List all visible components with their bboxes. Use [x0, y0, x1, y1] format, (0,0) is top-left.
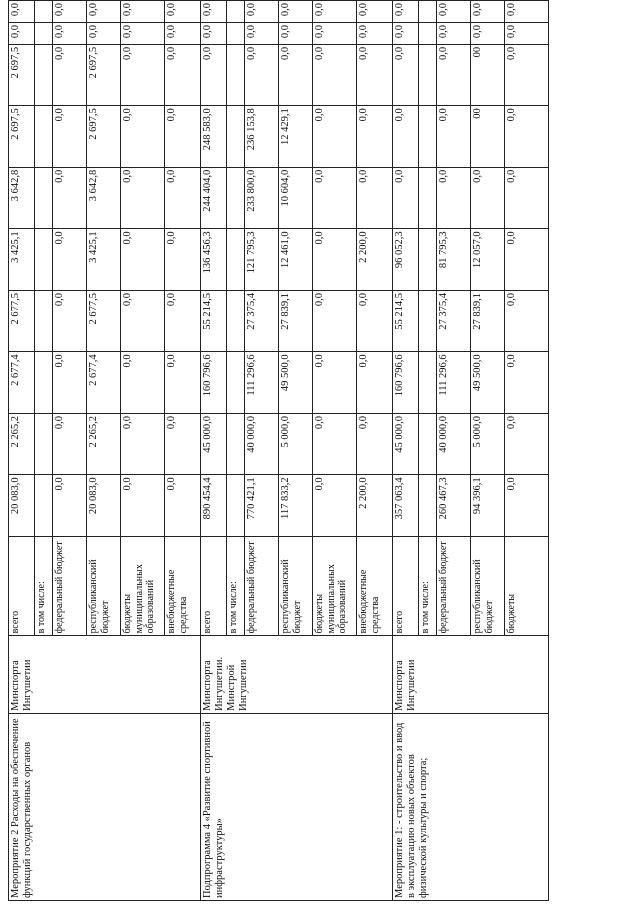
amount-cell [35, 44, 53, 105]
amount-cell: 2 697,5 [9, 106, 35, 168]
amount-cell: 0,0 [393, 106, 419, 168]
amount-cell: 0,0 [393, 1, 419, 23]
table-row [201, 1, 227, 901]
amount-cell: 111 296,6 [245, 352, 279, 414]
amount-cell: 3 425,1 [87, 229, 121, 291]
amount-cell [35, 1, 53, 23]
amount-cell [419, 44, 437, 105]
funding-source-label: в том числе: [35, 536, 53, 635]
amount-cell: 2 697,5 [87, 44, 121, 105]
amount-cell: 117 833,2 [279, 475, 313, 537]
funding-table [8, 0, 549, 901]
amount-cell: 0,0 [313, 1, 357, 23]
funding-source-label: внебюджетные средства [165, 536, 201, 635]
funding-source-label: республиканский бюджет [471, 536, 505, 635]
amount-cell [419, 352, 437, 414]
amount-cell: 96 052,3 [393, 229, 419, 291]
amount-cell: 0,0 [121, 413, 165, 474]
amount-cell: 111 296,6 [437, 352, 471, 414]
funding-source-label: внебюджетные средства [357, 536, 393, 635]
amount-cell: 40 000,0 [437, 413, 471, 474]
amount-cell: 81 795,3 [437, 229, 471, 291]
amount-cell [35, 106, 53, 168]
amount-cell: 27 375,4 [437, 290, 471, 351]
amount-cell: 27 839,1 [471, 290, 505, 351]
amount-cell: 248 583,0 [201, 106, 227, 168]
amount-cell: 0,0 [121, 475, 165, 537]
amount-cell: 0,0 [165, 106, 201, 168]
amount-cell: 0,0 [357, 413, 393, 474]
amount-cell: 0,0 [471, 167, 505, 229]
amount-cell: 0,0 [357, 290, 393, 351]
amount-cell: 0,0 [165, 23, 201, 45]
amount-cell: 0,0 [165, 413, 201, 474]
funding-source-label: всего [9, 536, 35, 635]
amount-cell: 0,0 [505, 44, 549, 105]
amount-cell: 55 214,5 [393, 290, 419, 351]
amount-cell: 121 795,3 [245, 229, 279, 291]
amount-cell: 160 796,6 [201, 352, 227, 414]
amount-cell: 0,0 [437, 167, 471, 229]
amount-cell: 0,0 [53, 1, 87, 23]
funding-source-label: всего [201, 536, 227, 635]
amount-cell: 0,0 [165, 290, 201, 351]
amount-cell [35, 290, 53, 351]
amount-cell: 0,0 [313, 290, 357, 351]
amount-cell: 0,0 [9, 1, 35, 23]
amount-cell [419, 167, 437, 229]
amount-cell [419, 23, 437, 45]
table-body [9, 1, 549, 901]
amount-cell: 0,0 [313, 475, 357, 537]
amount-cell: 3 642,8 [87, 167, 121, 229]
amount-cell: 0,0 [437, 106, 471, 168]
amount-cell: 0,0 [505, 352, 549, 414]
amount-cell: 770 421,1 [245, 475, 279, 537]
amount-cell [419, 475, 437, 537]
funding-source-label: в том числе: [419, 536, 437, 635]
amount-cell: 0,0 [87, 1, 121, 23]
amount-cell: 0,0 [313, 413, 357, 474]
amount-cell: 0,0 [437, 23, 471, 45]
amount-cell: 0,0 [471, 1, 505, 23]
amount-cell: 0,0 [505, 475, 549, 537]
amount-cell: 260 467,3 [437, 475, 471, 537]
amount-cell: 3 425,1 [9, 229, 35, 291]
amount-cell: 40 000,0 [245, 413, 279, 474]
amount-cell [227, 44, 245, 105]
amount-cell: 0,0 [505, 167, 549, 229]
funding-source-label: бюджеты муниципальных образований [121, 536, 165, 635]
amount-cell: 0,0 [471, 23, 505, 45]
amount-cell: 10 604,0 [279, 167, 313, 229]
amount-cell: 2 677,4 [9, 352, 35, 414]
amount-cell [227, 413, 245, 474]
amount-cell [419, 1, 437, 23]
amount-cell: 2 677,5 [9, 290, 35, 351]
amount-cell: 0,0 [9, 23, 35, 45]
amount-cell [419, 413, 437, 474]
amount-cell: 0,0 [505, 290, 549, 351]
amount-cell: 2 200,0 [357, 475, 393, 537]
responsible-executor: Минспорта Ингушетии [9, 636, 201, 713]
table-row [393, 1, 419, 901]
amount-cell: 0,0 [53, 413, 87, 474]
amount-cell: 49 500,0 [471, 352, 505, 414]
funding-source-label: в том числе: [227, 536, 245, 635]
amount-cell: 0,0 [357, 167, 393, 229]
amount-cell: 0,0 [313, 229, 357, 291]
amount-cell: 0,0 [53, 167, 87, 229]
amount-cell: 0,0 [121, 229, 165, 291]
funding-source-label: бюджеты [505, 536, 549, 635]
amount-cell: 0,0 [313, 106, 357, 168]
amount-cell: 0,0 [357, 1, 393, 23]
amount-cell: 12 429,1 [279, 106, 313, 168]
amount-cell: 0,0 [393, 167, 419, 229]
amount-cell: 20 083,0 [9, 475, 35, 537]
amount-cell: 0,0 [121, 352, 165, 414]
amount-cell: 0,0 [437, 44, 471, 105]
amount-cell: 0,0 [393, 44, 419, 105]
amount-cell [419, 290, 437, 351]
amount-cell: 0,0 [201, 1, 227, 23]
amount-cell: 2 677,4 [87, 352, 121, 414]
amount-cell: 0,0 [505, 1, 549, 23]
amount-cell: 0,0 [245, 1, 279, 23]
funding-source-label: федеральный бюджет [437, 536, 471, 635]
amount-cell: 890 454,4 [201, 475, 227, 537]
amount-cell: 0,0 [357, 23, 393, 45]
amount-cell [227, 352, 245, 414]
amount-cell: 0,0 [121, 167, 165, 229]
amount-cell: 0,0 [53, 44, 87, 105]
amount-cell [35, 413, 53, 474]
amount-cell: 2 200,0 [357, 229, 393, 291]
amount-cell [227, 1, 245, 23]
amount-cell [419, 106, 437, 168]
amount-cell: 0,0 [313, 167, 357, 229]
funding-source-label: республиканский бюджет [87, 536, 121, 635]
amount-cell: 0,0 [121, 106, 165, 168]
amount-cell: 45 000,0 [201, 413, 227, 474]
amount-cell: 0,0 [165, 167, 201, 229]
amount-cell [227, 106, 245, 168]
amount-cell: 2 265,2 [87, 413, 121, 474]
amount-cell: 0,0 [53, 106, 87, 168]
amount-cell: 12 461,0 [279, 229, 313, 291]
amount-cell: 0,0 [53, 352, 87, 414]
amount-cell: 0,0 [87, 23, 121, 45]
amount-cell [35, 229, 53, 291]
amount-cell: 0,0 [121, 290, 165, 351]
responsible-executor: Минспорта Ингушетии. Минстрой Ингушетии [201, 636, 393, 713]
amount-cell: 45 000,0 [393, 413, 419, 474]
amount-cell: 0,0 [165, 475, 201, 537]
amount-cell: 55 214,5 [201, 290, 227, 351]
amount-cell [419, 229, 437, 291]
amount-cell: 0,0 [357, 352, 393, 414]
amount-cell [227, 167, 245, 229]
amount-cell: 0,0 [279, 1, 313, 23]
amount-cell: 0,0 [121, 44, 165, 105]
program-name: Мероприятие 1: - строительство и ввод в эксплуатацию новых объектов физической культуры и спорта; [393, 713, 549, 900]
amount-cell: 0,0 [279, 44, 313, 105]
amount-cell: 0,0 [313, 44, 357, 105]
table-row [9, 1, 35, 901]
amount-cell: 27 839,1 [279, 290, 313, 351]
amount-cell [227, 229, 245, 291]
amount-cell: 00 [471, 106, 505, 168]
amount-cell: 12 057,0 [471, 229, 505, 291]
amount-cell: 0,0 [393, 23, 419, 45]
amount-cell: 2 697,5 [87, 106, 121, 168]
amount-cell: 0,0 [165, 1, 201, 23]
amount-cell: 0,0 [245, 23, 279, 45]
amount-cell [35, 167, 53, 229]
amount-cell: 0,0 [245, 44, 279, 105]
amount-cell: 0,0 [53, 475, 87, 537]
funding-source-label: федеральный бюджет [245, 536, 279, 635]
amount-cell: 160 796,6 [393, 352, 419, 414]
program-name: Подпрограмма 4 «Развитие спортивной инфраструктуры» [201, 713, 393, 900]
amount-cell: 236 153,8 [245, 106, 279, 168]
amount-cell [227, 290, 245, 351]
amount-cell: 0,0 [357, 106, 393, 168]
responsible-executor: Минспорта Ингушетии [393, 636, 549, 713]
amount-cell [227, 475, 245, 537]
amount-cell: 2 697,5 [9, 44, 35, 105]
amount-cell: 0,0 [505, 23, 549, 45]
amount-cell: 00 [471, 44, 505, 105]
amount-cell: 0,0 [165, 352, 201, 414]
amount-cell [35, 23, 53, 45]
amount-cell: 20 083,0 [87, 475, 121, 537]
amount-cell: 0,0 [505, 106, 549, 168]
funding-source-label: республиканский бюджет [279, 536, 313, 635]
amount-cell: 0,0 [437, 1, 471, 23]
amount-cell: 27 375,4 [245, 290, 279, 351]
amount-cell: 0,0 [53, 290, 87, 351]
amount-cell: 0,0 [505, 229, 549, 291]
funding-source-label: федеральный бюджет [53, 536, 87, 635]
amount-cell: 2 265,2 [9, 413, 35, 474]
amount-cell: 3 642,8 [9, 167, 35, 229]
amount-cell: 0,0 [53, 23, 87, 45]
amount-cell: 94 396,1 [471, 475, 505, 537]
amount-cell: 0,0 [279, 23, 313, 45]
amount-cell [227, 23, 245, 45]
amount-cell [35, 352, 53, 414]
amount-cell: 0,0 [121, 1, 165, 23]
amount-cell: 0,0 [357, 44, 393, 105]
funding-source-label: бюджеты муниципальных образований [313, 536, 357, 635]
amount-cell [35, 475, 53, 537]
amount-cell: 0,0 [165, 229, 201, 291]
amount-cell: 244 404,0 [201, 167, 227, 229]
amount-cell: 49 500,0 [279, 352, 313, 414]
program-name: Мероприятие 2 Расходы на обеспечение функций государственных органов [9, 713, 201, 900]
amount-cell: 0,0 [313, 352, 357, 414]
amount-cell: 5 000,0 [279, 413, 313, 474]
amount-cell: 233 800,0 [245, 167, 279, 229]
amount-cell: 0,0 [121, 23, 165, 45]
amount-cell: 357 063,4 [393, 475, 419, 537]
amount-cell: 0,0 [313, 23, 357, 45]
amount-cell: 0,0 [201, 23, 227, 45]
amount-cell: 136 456,3 [201, 229, 227, 291]
funding-source-label: всего [393, 536, 419, 635]
amount-cell: 0,0 [165, 44, 201, 105]
amount-cell: 0,0 [505, 413, 549, 474]
amount-cell: 5 000,0 [471, 413, 505, 474]
amount-cell: 0,0 [201, 44, 227, 105]
amount-cell: 2 677,5 [87, 290, 121, 351]
amount-cell: 0,0 [53, 229, 87, 291]
